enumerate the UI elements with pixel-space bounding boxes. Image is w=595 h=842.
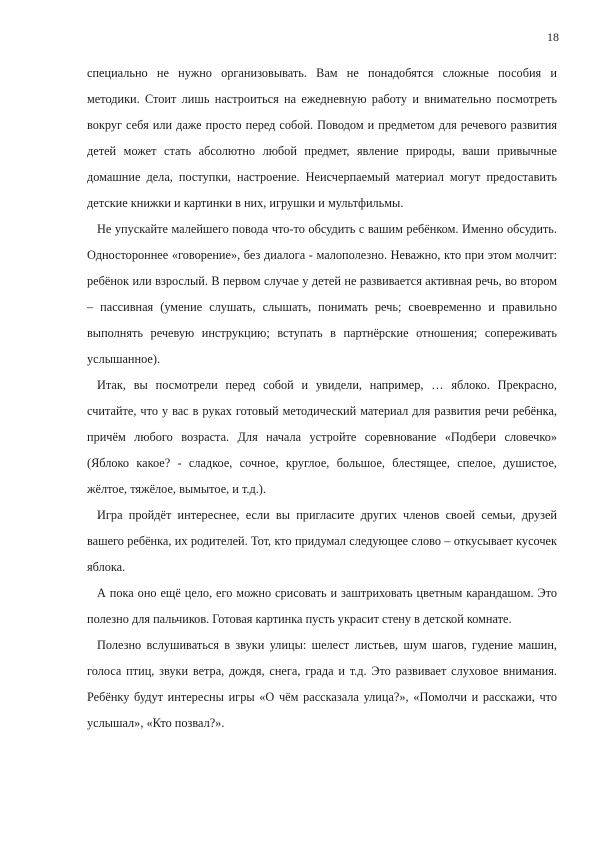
paragraph-5: А пока оно ещё цело, его можно срисовать и заштриховать цветным карандашом. Это полезно для пальчиков. Готовая картинка пусть украсит стену в детской комнате. (87, 586, 557, 626)
page-number: 18 (547, 30, 559, 44)
paragraph-4: Игра пройдёт интереснее, если вы пригласите других членов своей семьи, друзей вашего ребёнка, их родителей. Тот, кто придумал следующее слово – откусывает кусочек яблока. (87, 508, 557, 574)
paragraph-3: Итак, вы посмотрели перед собой и увидели, например, … яблоко. Прекрасно, считайте, что у вас в руках готовый методический материал для развития речи ребёнка, причём любого возраста. Для начала устройте соревнование «Подбери словечко» (Яблоко какое? - сладкое, сочное, круглое, большое, блестящее, спелое, душистое, жёлтое, тяжёлое, вымытое, и т.д.). (87, 378, 557, 496)
paragraph-6: Полезно вслушиваться в звуки улицы: шелест листьев, шум шагов, гудение машин, голоса птиц, звуки ветра, дождя, снега, града и т.д. Это развивает слуховое внимания. Ребёнку будут интересны игры «О чём рассказала улица?», «Помолчи и расскажи, что услышал», «Кто позвал?». (87, 638, 557, 730)
paragraph-2: Не упускайте малейшего повода что-то обсудить с вашим ребёнком. Именно обсудить. Одностороннее «говорение», без диалога - малополезно. Неважно, кто при этом молчит: ребёнок или взрослый. В первом случае у детей не развивается активная речь, во втором – пассивная (умение слушать, слышать, понимать речь; своевременно и правильно выполнять речевую инструкцию; вступать в партнёрские отношения; сопереживать услышанное). (87, 222, 557, 366)
paragraph-1: специально не нужно организовывать. Вам не понадобятся сложные пособия и методики. Стоит лишь настроиться на ежедневную работу и внимательно посмотреть вокруг себя или даже просто перед собой. Поводом и предметом для речевого развития детей может стать абсолютно любой предмет, явление природы, ваши привычные домашние дела, поступки, настроение. Неисчерпаемый материал могут предоставить детские книжки и картинки в них, игрушки и мультфильмы. (87, 66, 557, 210)
body-text (87, 60, 557, 736)
